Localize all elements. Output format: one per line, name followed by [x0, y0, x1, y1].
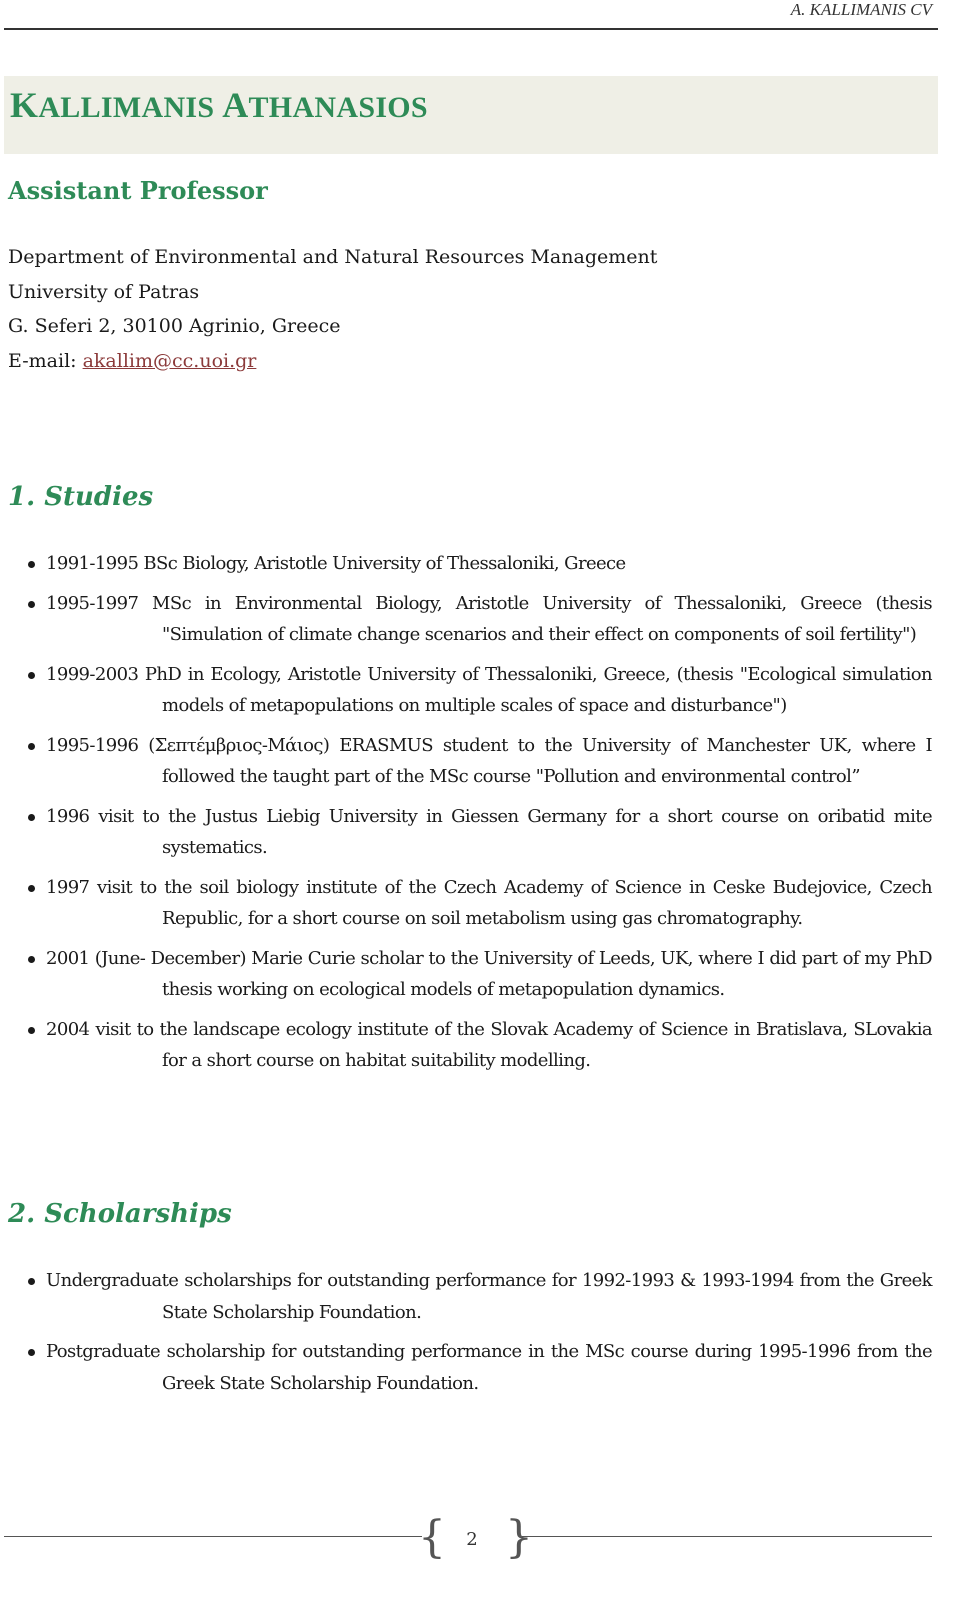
email-label: E-mail:: [8, 349, 83, 372]
address-block: [8, 240, 657, 378]
address-line: Department of Environmental and Natural Resources Management: [8, 246, 658, 268]
address-line: G. Seferi 2, 30100 Agrinio, Greece: [8, 315, 341, 337]
list-item: 1999-2003 PhD in Ecology, Aristotle University of Thessaloniki, Greece, (thesis "Ecological simulation models of metapopulations on multiple scales of space and disturbance"): [0, 659, 932, 722]
email-line: [8, 344, 657, 379]
list-item: 1997 visit to the soil biology institute of the Czech Academy of Science in Ceske Budejovice, Czech Republic, for a short course on soil metabolism using gas chromatography.: [0, 872, 932, 935]
email-link[interactable]: akallim@cc.uoi.gr: [82, 349, 257, 372]
list-item: 1991-1995 BSc Biology, Aristotle University of Thessaloniki, Greece: [0, 548, 932, 580]
footer-rule-left: [4, 1536, 422, 1537]
person-name: KALLIMANIS ATHANASIOS: [10, 85, 428, 125]
list-item: 2001 (June- December) Marie Curie scholar to the University of Leeds, UK, where I did part of my PhD thesis working on ecological models of metapopulation dynamics.: [0, 943, 932, 1006]
list-item: 1995-1996 (Σεπτέμβριος-Μάιος) ERASMUS student to the University of Manchester UK, where I followed the taught part of the MSc course "Pollution and environmental control”: [0, 730, 932, 793]
list-item: Postgraduate scholarship for outstanding performance in the MSc course during 1995-1996 from the Greek State Scholarship Foundation.: [0, 1336, 932, 1399]
address-line: University of Patras: [8, 280, 200, 303]
studies-list: [0, 548, 932, 1085]
right-brace-ornament: }: [505, 1512, 533, 1563]
list-item: Undergraduate scholarships for outstanding performance for 1992-1993 & 1993-1994 from the Greek State Scholarship Foundation.: [0, 1265, 932, 1328]
header-rule: [4, 28, 938, 30]
name-band: [4, 76, 938, 154]
left-brace-ornament: {: [418, 1512, 446, 1563]
scholarships-list: [0, 1265, 932, 1407]
scholarships-heading: 2. Scholarships: [8, 1199, 232, 1229]
list-item: 1995-1997 MSc in Environmental Biology, Aristotle University of Thessaloniki, Greece (thesis "Simulation of climate change scenarios and their effect on components of soil fertility"): [0, 588, 932, 651]
list-item: 1996 visit to the Justus Liebig University in Giessen Germany for a short course on oribatid mite systematics.: [0, 801, 932, 864]
list-item: 2004 visit to the landscape ecology institute of the Slovak Academy of Science in Bratislava, SLovakia for a short course on habitat suitability modelling.: [0, 1014, 932, 1077]
studies-heading: 1. Studies: [8, 482, 154, 512]
job-title: Assistant Professor: [8, 176, 268, 205]
footer-rule-right: [522, 1536, 932, 1537]
running-header: A. KALLIMANIS CV: [790, 0, 932, 19]
page-number: 2: [466, 1529, 478, 1550]
